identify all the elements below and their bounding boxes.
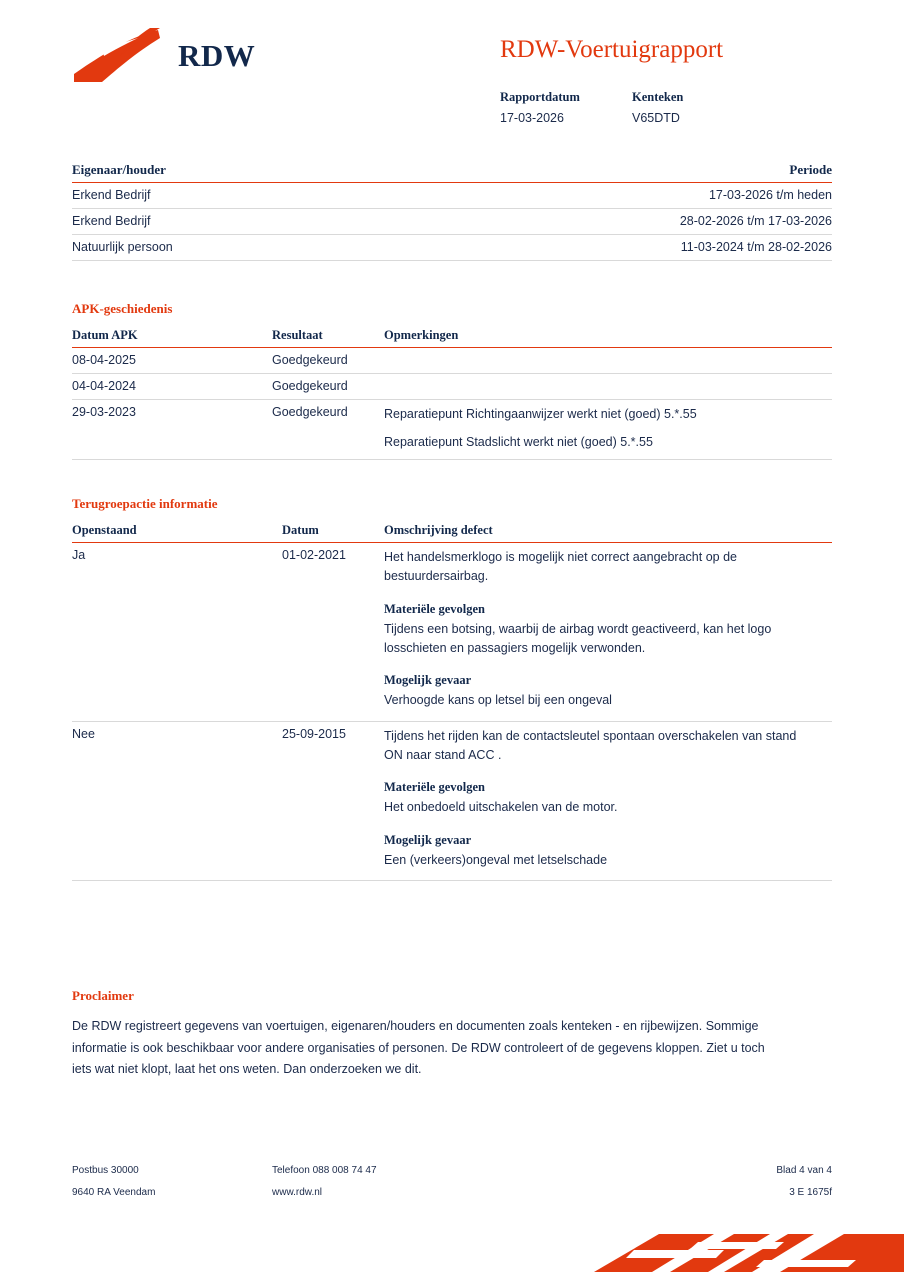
recall-danger: Een (verkeers)ongeval met letselschade (384, 852, 608, 867)
recall-consequences: Tijdens een botsing, waarbij de airbag wordt geactiveerd, kan het logo losschieten en passagiers mogelijk verwonden. (384, 621, 772, 655)
meta-report-date (500, 90, 632, 125)
table-row (72, 721, 832, 881)
footer-row-bottom (72, 1187, 832, 1198)
document-footer (72, 1165, 832, 1209)
apk-date: 29-03-2023 (72, 400, 272, 460)
owner-holder: Erkend Bedrijf (72, 209, 375, 235)
footer-address-line1: Postbus 30000 (72, 1165, 139, 1176)
apk-remarks (384, 348, 832, 374)
proclaimer-text: De RDW registreert gegevens van voertuigen, eigenaren/houders en documenten zoals kenteken - en rijbewijzen. Sommige informatie is ook beschikbaar voor andere organisaties of personen. De RDW controleert of de gegevens kloppen. Ziet u toch iets wat niet klopt, laat het ons weten. Dan onderzoeken we dit. (72, 1019, 765, 1076)
recall-column-date: Datum (282, 522, 319, 537)
apk-remarks (384, 374, 832, 400)
brand-name: RDW (178, 38, 256, 73)
footer-address-line2: 9640 RA Veendam (72, 1187, 156, 1198)
apk-table (72, 323, 832, 460)
footer-phone: Telefoon 088 008 74 47 (272, 1165, 377, 1176)
apk-column-result: Resultaat (272, 328, 323, 342)
proclaimer-title: Proclaimer (72, 988, 134, 1003)
recall-consequences-label: Materiële gevolgen (384, 780, 485, 795)
apk-table-header (72, 323, 832, 348)
owner-table (72, 183, 832, 261)
footer-row-top (72, 1165, 832, 1176)
recall-consequences: Het onbedoeld uitschakelen van de motor. (384, 800, 618, 815)
apk-result: Goedgekeurd (272, 400, 384, 460)
recall-danger-label: Mogelijk gevaar (384, 832, 472, 847)
table-row (72, 183, 832, 209)
meta-label-rapportdatum: Rapportdatum (500, 90, 580, 104)
footer-form-code: 3 E 1675f (789, 1187, 832, 1198)
apk-remark-line: Reparatiepunt Richtingaanwijzer werkt niet (goed) 5.*.55 (384, 407, 697, 421)
owner-period: 11-03-2024 t/m 28-02-2026 (375, 235, 832, 261)
meta-value-kenteken: V65DTD (632, 111, 680, 125)
apk-column-remarks: Opmerkingen (384, 328, 459, 342)
apk-result: Goedgekeurd (272, 348, 384, 374)
recall-description-cell (384, 721, 832, 881)
owner-holder: Natuurlijk persoon (72, 235, 375, 261)
apk-column-date: Datum APK (72, 328, 138, 342)
document-header (72, 0, 832, 150)
meta-value-rapportdatum: 17-03-2026 (500, 111, 564, 125)
recall-open: Nee (72, 721, 282, 881)
table-row (72, 209, 832, 235)
apk-section (72, 301, 832, 460)
apk-remarks (384, 400, 832, 460)
apk-date: 08-04-2025 (72, 348, 272, 374)
owner-period: 28-02-2026 t/m 17-03-2026 (375, 209, 832, 235)
table-row (72, 235, 832, 261)
apk-remark-line: Reparatiepunt Stadslicht werkt niet (goed) 5.*.55 (384, 435, 653, 450)
rdw-logo (72, 26, 255, 86)
apk-section-title: APK-geschiedenis (72, 301, 173, 316)
recall-table (72, 518, 832, 881)
recall-description: Tijdens het rijden kan de contactsleutel spontaan overschakelen van stand ON naar stand ACC . (384, 728, 797, 762)
recall-section (72, 496, 832, 881)
recall-danger-label: Mogelijk gevaar (384, 673, 472, 688)
recall-description: Het handelsmerklogo is mogelijk niet correct aangebracht op de bestuurdersairbag. (384, 549, 737, 584)
recall-description-cell (384, 542, 832, 721)
recall-table-header (72, 518, 832, 543)
apk-result: Goedgekeurd (272, 374, 384, 400)
recall-open: Ja (72, 542, 282, 721)
footer-website[interactable]: www.rdw.nl (272, 1187, 323, 1198)
proclaimer-section (72, 988, 832, 1081)
recall-consequences-label: Materiële gevolgen (384, 601, 485, 616)
document-title: RDW-Voertuigrapport (500, 36, 724, 63)
document-meta (500, 90, 764, 125)
recall-column-open: Openstaand (72, 522, 137, 537)
owner-period: 17-03-2026 t/m heden (375, 183, 832, 209)
recall-danger: Verhoogde kans op letsel bij een ongeval (384, 693, 612, 708)
table-row (72, 374, 832, 400)
owner-holder: Erkend Bedrijf (72, 183, 375, 209)
table-row (72, 348, 832, 374)
table-row (72, 542, 832, 721)
meta-licence-plate (632, 90, 764, 125)
owner-section-title: Eigenaar/houder (72, 162, 166, 177)
meta-label-kenteken: Kenteken (632, 90, 684, 104)
owner-period-label: Periode (789, 162, 832, 177)
recall-date: 25-09-2015 (282, 721, 384, 881)
owner-section (72, 162, 832, 261)
recall-date: 01-02-2021 (282, 542, 384, 721)
footer-page-number: Blad 4 van 4 (776, 1165, 832, 1176)
footer-decoration-icon (484, 1220, 904, 1280)
apk-date: 04-04-2024 (72, 374, 272, 400)
recall-section-title: Terugroepactie informatie (72, 495, 218, 511)
rdw-wing-logo-icon (72, 26, 168, 86)
table-row (72, 400, 832, 460)
owner-section-header (72, 162, 832, 183)
recall-column-description: Omschrijving defect (384, 522, 493, 537)
